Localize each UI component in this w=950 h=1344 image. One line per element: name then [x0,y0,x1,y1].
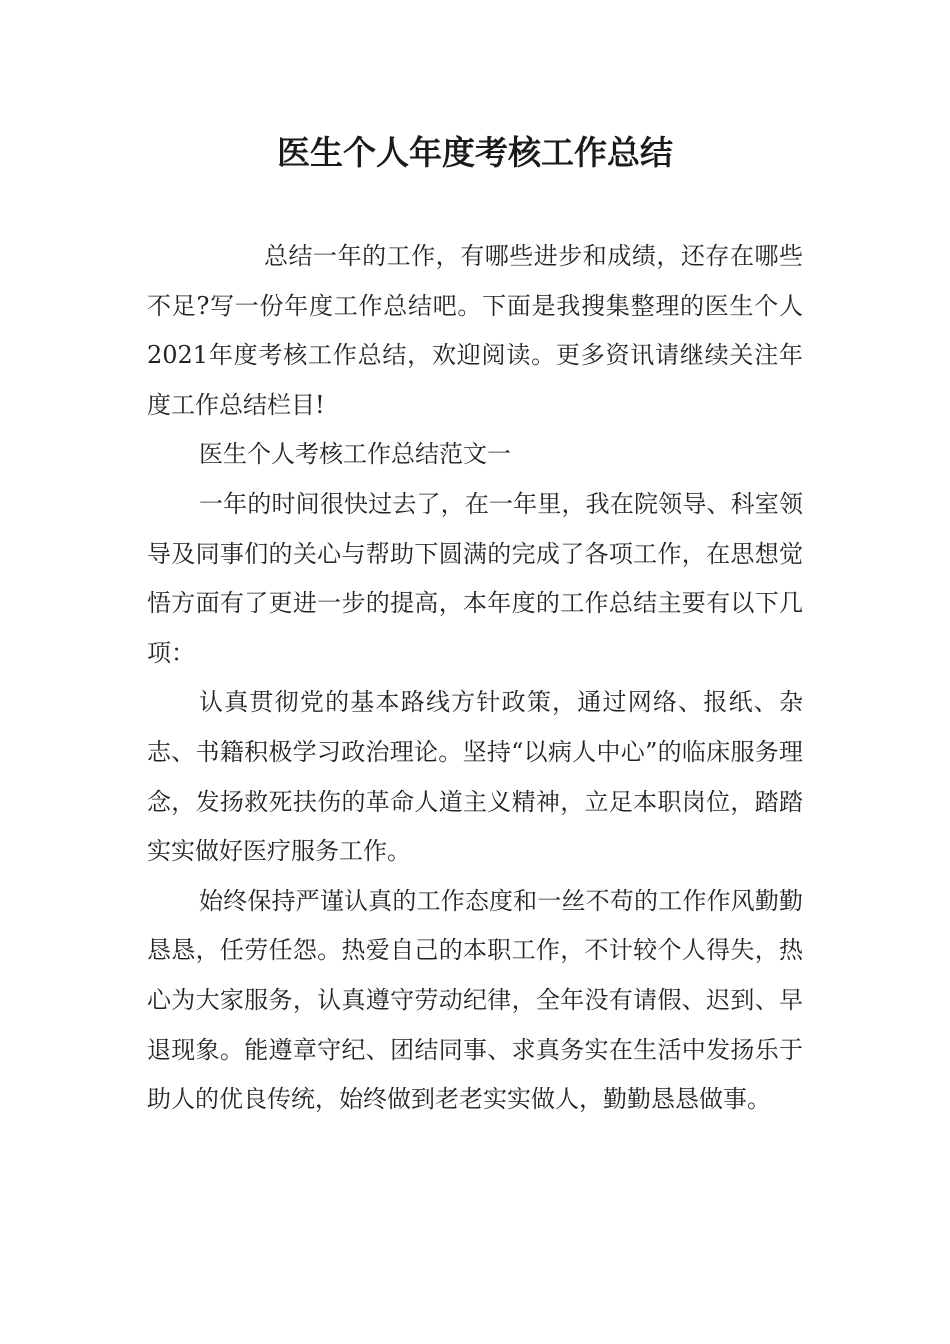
body-paragraph: 始终保持严谨认真的工作态度和一丝不苟的工作作风勤勤恳恳，任劳任怨。热爱自己的本职工作，不计较个人得失，热心为大家服务，认真遵守劳动纪律，全年没有请假、迟到、早退现象。能遵章守纪、团结同事、求真务实在生活中发扬乐于助人的优良传统，始终做到老老实实做人，勤勤恳恳做事。 [147,886,803,1114]
body-paragraph: 一年的时间很快过去了，在一年里，我在院领导、科室领导及同事们的关心与帮助下圆满的完成了各项工作，在思想觉悟方面有了更进一步的提高，本年度的工作总结主要有以下几项： [147,489,803,667]
document-body [147,232,803,1125]
intro-paragraph: 总结一年的工作，有哪些进步和成绩，还存在哪些不足?写一份年度工作总结吧。下面是我搜集整理的医生个人2021年度考核工作总结，欢迎阅读。更多资讯请继续关注年度工作总结栏目! [147,242,803,419]
body-paragraph: 认真贯彻党的基本路线方针政策，通过网络、报纸、杂志、书籍积极学习政治理论。坚持“以病人中心”的临床服务理念，发扬救死扶伤的革命人道主义精神，立足本职岗位，踏踏实实做好医疗服务工作。 [147,688,803,866]
section-heading: 医生个人考核工作总结范文一 [199,440,511,469]
document-title: 医生个人年度考核工作总结 [277,133,673,172]
